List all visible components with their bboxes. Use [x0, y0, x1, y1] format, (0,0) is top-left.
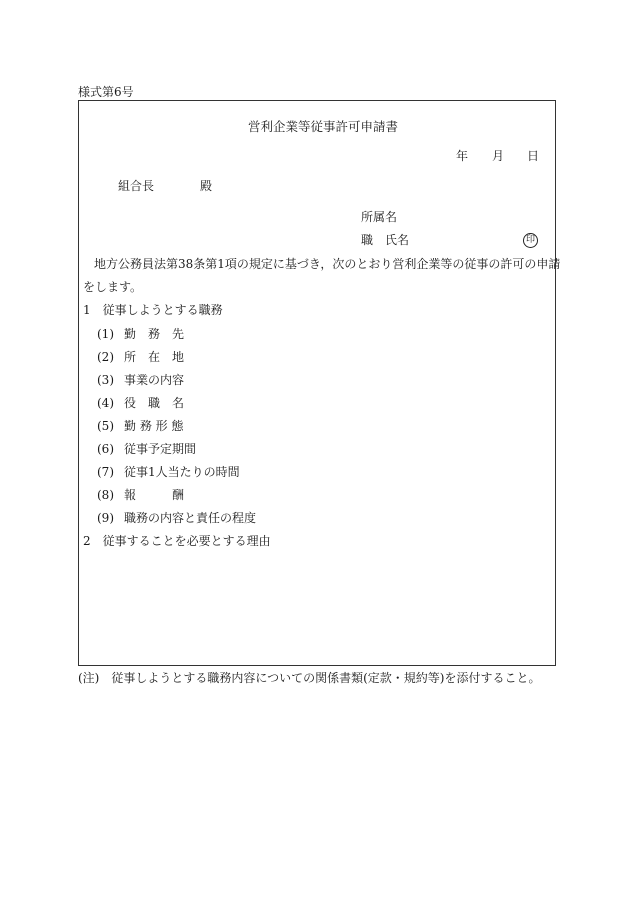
body-text-line1: 地方公務員法第38条第1項の規定に基づき，次のとおり営利企業等の従事の許可の申請 — [94, 257, 561, 271]
affiliation-label: 所属名 — [361, 210, 398, 224]
item-number: (3) — [97, 373, 114, 387]
form-number: 様式第6号 — [78, 85, 134, 99]
date-month: 月 — [492, 149, 505, 163]
item-label: 報 酬 — [124, 488, 185, 502]
section1-heading: 1 従事しようとする職務 — [83, 303, 223, 317]
date-year: 年 — [456, 149, 469, 163]
section2-heading: 2 従事することを必要とする理由 — [83, 534, 271, 548]
item-number: (1) — [97, 327, 114, 341]
item-label: 従事1人当たりの時間 — [124, 465, 240, 479]
item-label: 従事予定期間 — [124, 442, 197, 456]
addressee-name: 組合長 — [118, 179, 155, 193]
item-label: 勤 務 形 態 — [124, 419, 184, 433]
item-number: (5) — [97, 419, 114, 433]
item-label: 勤 務 先 — [124, 327, 185, 341]
item-number: (9) — [97, 511, 114, 525]
item-number: (7) — [97, 465, 114, 479]
item-number: (6) — [97, 442, 114, 456]
item-number: (8) — [97, 488, 114, 502]
item-label: 所 在 地 — [124, 350, 185, 364]
item-label: 事業の内容 — [124, 373, 185, 387]
body-text-line2: をします。 — [83, 280, 143, 294]
item-number: (2) — [97, 350, 114, 364]
item-label: 職務の内容と責任の程度 — [124, 511, 257, 525]
name-label: 職 氏名 — [361, 233, 410, 247]
item-number: (4) — [97, 396, 114, 410]
form-title: 営利企業等従事許可申請書 — [248, 119, 399, 134]
footnote: (注) 従事しようとする職務内容についての関係書類(定款・規約等)を添付すること。 — [78, 671, 541, 685]
addressee-honorific: 殿 — [200, 179, 213, 193]
item-label: 役 職 名 — [124, 396, 185, 410]
seal-icon: 印 — [523, 233, 538, 248]
date-day: 日 — [527, 149, 540, 163]
